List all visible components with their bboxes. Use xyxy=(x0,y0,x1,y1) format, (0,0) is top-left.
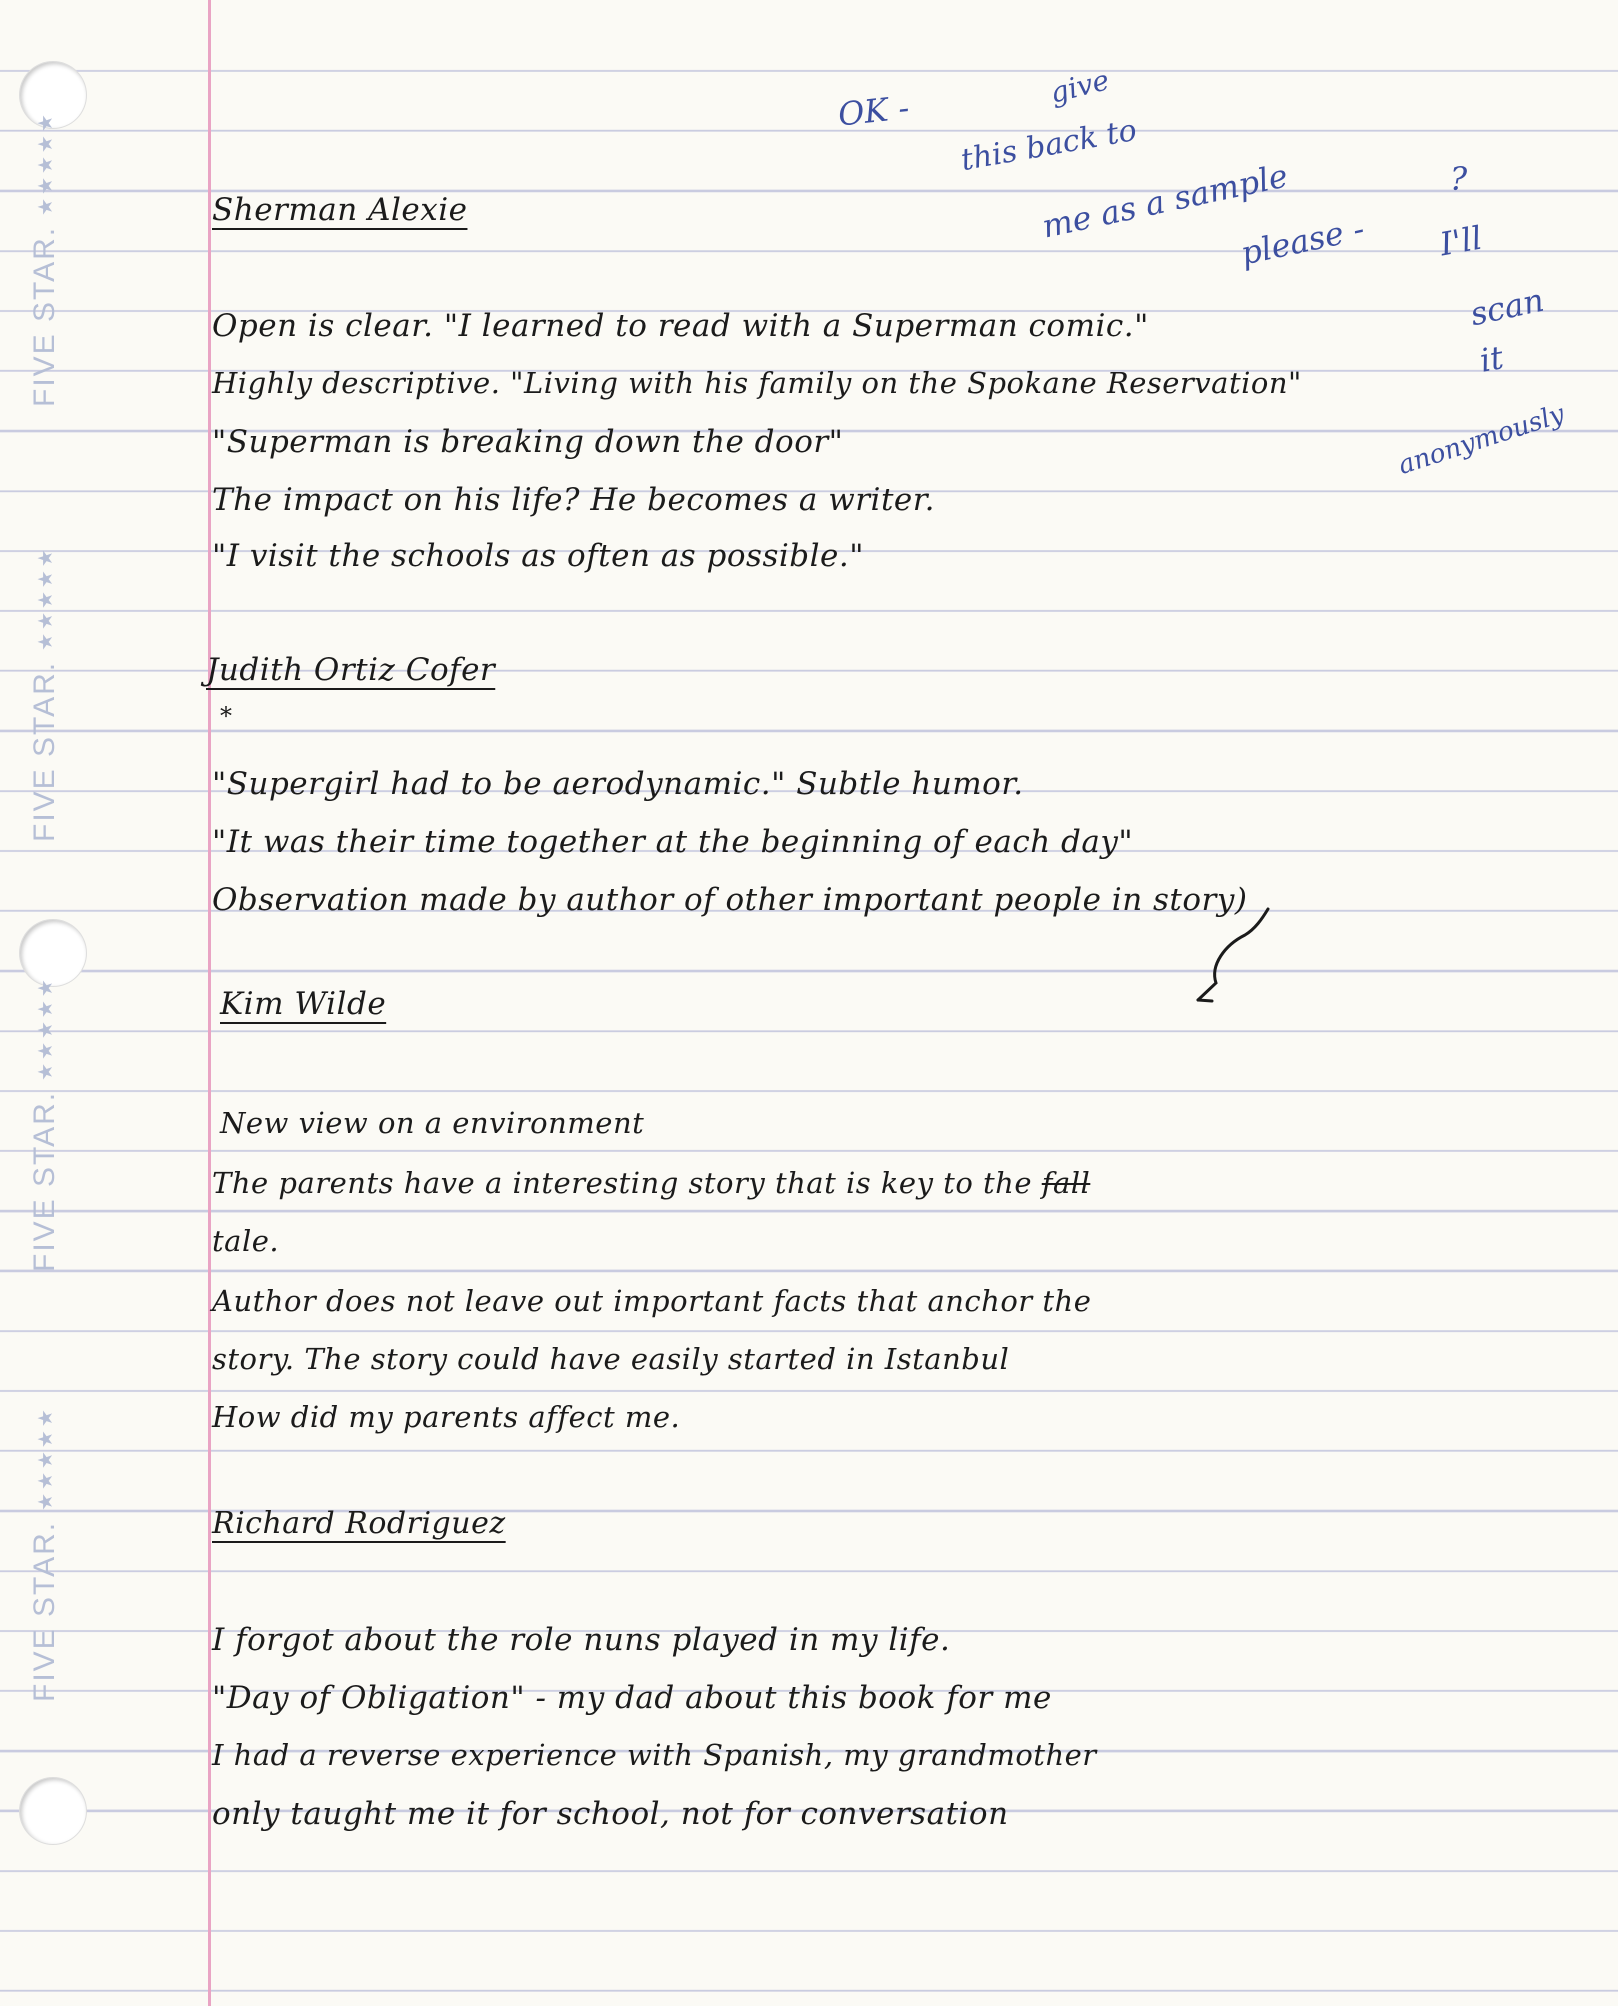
teacher-note-line: anonymously xyxy=(1394,399,1569,481)
insertion-caret xyxy=(1190,905,1280,1005)
bullet-mark: * xyxy=(220,702,233,730)
note-line: "Day of Obligation" - my dad about this book for me xyxy=(212,1680,1052,1716)
note-line: "Supergirl had to be aerodynamic." Subtle humor. xyxy=(212,766,1024,802)
note-line: The parents have a interesting story that is key to the fall xyxy=(212,1166,1091,1200)
brand-watermark: FIVE STAR.★★★★★ xyxy=(28,976,61,1272)
teacher-note-line: this back to xyxy=(958,112,1140,179)
section-heading: Sherman Alexie xyxy=(212,192,468,228)
note-line: "Superman is breaking down the door" xyxy=(212,424,844,460)
note-line: The impact on his life? He becomes a writer. xyxy=(212,482,936,518)
teacher-note-line: I'll xyxy=(1437,218,1485,264)
punch-hole xyxy=(20,1778,86,1844)
section-heading: Richard Rodriguez xyxy=(212,1506,506,1541)
brand-watermark: FIVE STAR.★★★★★ xyxy=(28,111,61,407)
note-line: Observation made by author of other important people in story) xyxy=(212,882,1248,918)
teacher-note-line: give xyxy=(1046,63,1113,110)
section-heading: Kim Wilde xyxy=(220,986,387,1022)
margin-line xyxy=(208,0,211,2006)
note-line: Author does not leave out important facts that anchor the xyxy=(212,1284,1092,1318)
note-line: only taught me it for school, not for conversation xyxy=(212,1796,1009,1832)
teacher-note-line: it xyxy=(1476,338,1507,380)
teacher-note-line: OK - xyxy=(836,88,911,134)
note-line: Highly descriptive. "Living with his family on the Spokane Reservation" xyxy=(212,366,1302,400)
teacher-note-line: please - xyxy=(1237,209,1368,273)
struck-word: fall xyxy=(1041,1166,1091,1200)
teacher-note-line: me as a sample xyxy=(1038,156,1292,246)
note-line: story. The story could have easily started in Istanbul xyxy=(212,1342,1010,1376)
note-line: New view on a environment xyxy=(220,1106,645,1140)
note-line: "It was their time together at the beginning of each day" xyxy=(212,824,1134,860)
note-line: tale. xyxy=(212,1224,280,1258)
brand-watermark: FIVE STAR.★★★★★ xyxy=(28,546,61,842)
brand-watermark: FIVE STAR.★★★★★ xyxy=(28,1406,61,1702)
section-heading: Judith Ortiz Cofer xyxy=(206,652,496,688)
note-line: I forgot about the role nuns played in my life. xyxy=(212,1622,951,1658)
note-line: I had a reverse experience with Spanish, my grandmother xyxy=(212,1738,1097,1772)
teacher-note-line: ? xyxy=(1450,160,1468,198)
note-line: Open is clear. "I learned to read with a Superman comic." xyxy=(212,308,1149,344)
note-line: "I visit the schools as often as possible." xyxy=(212,538,864,574)
note-line: How did my parents affect me. xyxy=(212,1400,681,1434)
teacher-note-line: scan xyxy=(1466,280,1548,334)
